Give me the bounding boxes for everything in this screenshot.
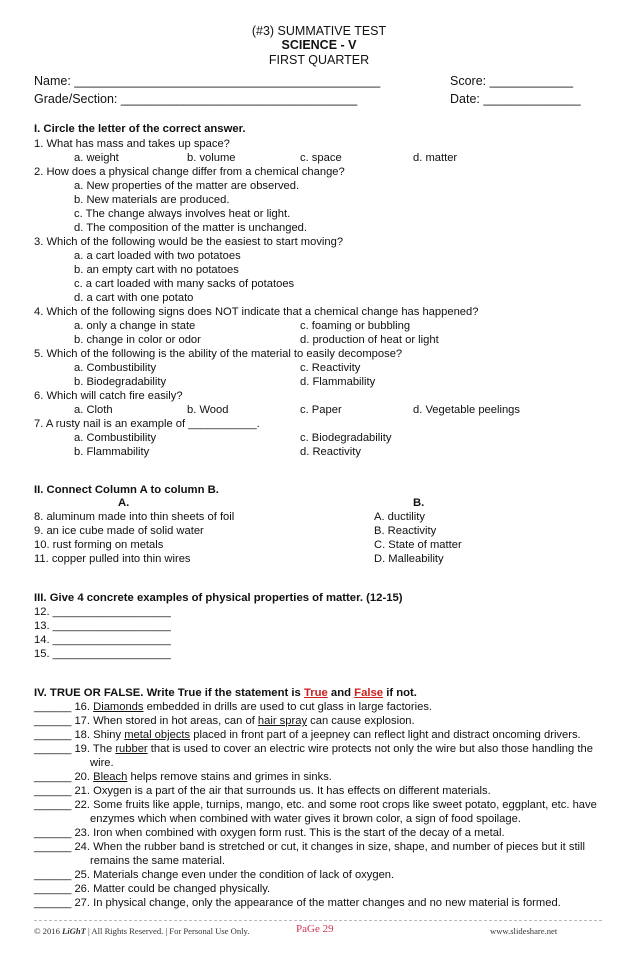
- subject-title: SCIENCE - V: [281, 38, 357, 52]
- footer-site: www.slideshare.net: [490, 926, 558, 936]
- q6-option-a: a. Cloth: [74, 404, 113, 416]
- statement-21: ______ 21. Oxygen is a part of the air that surrounds us. It has effects on different materials.: [34, 785, 491, 797]
- q4-option-b: b. change in color or odor: [74, 334, 201, 346]
- choice-b: B. Reactivity: [374, 525, 437, 537]
- question-1: 1. What has mass and takes up space?: [34, 138, 230, 150]
- answer-line-15: 15. ___________________: [34, 648, 171, 660]
- q3-option-d: d. a cart with one potato: [74, 292, 194, 304]
- answer-line-12: 12. ___________________: [34, 606, 171, 618]
- q5-option-a: a. Combustibility: [74, 362, 157, 374]
- q6-option-b: b. Wood: [187, 404, 229, 416]
- footer-divider: [34, 920, 602, 921]
- q3-option-b: b. an empty cart with no potatoes: [74, 264, 239, 276]
- statement-18: ______ 18. Shiny metal objects placed in front part of a jeepney can reflect light and distract oncoming drivers.: [34, 729, 581, 741]
- question-3: 3. Which of the following would be the easiest to start moving?: [34, 236, 344, 248]
- statement-17: ______ 17. When stored in hot areas, can of hair spray can cause explosion.: [34, 715, 415, 727]
- part1-heading: I. Circle the letter of the correct answer.: [34, 123, 246, 135]
- question-5: 5. Which of the following is the ability of the material to easily decompose?: [34, 348, 403, 360]
- statement-16: ______ 16. Diamonds embedded in drills are used to cut glass in large factories.: [34, 701, 433, 713]
- part4-heading: IV. TRUE OR FALSE. Write True if the statement is True and False if not.: [34, 687, 417, 699]
- q3-option-c: c. a cart loaded with many sacks of potatoes: [74, 278, 295, 290]
- score-field: Score: ____________: [450, 74, 574, 88]
- q4-option-d: d. production of heat or light: [300, 334, 439, 346]
- question-7: 7. A rusty nail is an example of ___________.: [34, 418, 260, 430]
- answer-line-14: 14. ___________________: [34, 634, 171, 646]
- choice-c: C. State of matter: [374, 539, 462, 551]
- q2-option-b: b. New materials are produced.: [74, 194, 230, 206]
- statement-27: ______ 27. In physical change, only the appearance of the matter changes and no new material is formed.: [34, 897, 561, 909]
- q7-option-c: c. Biodegradability: [300, 432, 392, 444]
- answer-line-13: 13. ___________________: [34, 620, 171, 632]
- item-11: 11. copper pulled into thin wires: [34, 553, 191, 565]
- q2-option-a: a. New properties of the matter are observed.: [74, 180, 300, 192]
- false-keyword: False: [354, 687, 384, 699]
- statement-26: ______ 26. Matter could be changed physically.: [34, 883, 271, 895]
- item-8: 8. aluminum made into thin sheets of foil: [34, 511, 235, 523]
- q4-option-c: c. foaming or bubbling: [300, 320, 411, 332]
- q6-option-d: d. Vegetable peelings: [413, 404, 520, 416]
- question-4: 4. Which of the following signs does NOT indicate that a chemical change has happened?: [34, 306, 479, 318]
- q5-option-c: c. Reactivity: [300, 362, 361, 374]
- item-10: 10. rust forming on metals: [34, 539, 164, 551]
- grade-section-field: Grade/Section: __________________________________: [34, 92, 358, 106]
- q5-option-d: d. Flammability: [300, 376, 376, 388]
- question-2: 2. How does a physical change differ from a chemical change?: [34, 166, 345, 178]
- statement-22-cont: enzymes which when combined with water gives it brown color, a sign of food spoilage.: [90, 813, 521, 825]
- test-title: (#3) SUMMATIVE TEST: [251, 24, 387, 38]
- question-6: 6. Which will catch fire easily?: [34, 390, 183, 402]
- q1-option-c: c. space: [300, 152, 342, 164]
- statement-20: ______ 20. Bleach helps remove stains and grimes in sinks.: [34, 771, 332, 783]
- q2-option-c: c. The change always involves heat or light.: [74, 208, 291, 220]
- q3-option-a: a. a cart loaded with two potatoes: [74, 250, 241, 262]
- page-number: PaGe 29: [296, 923, 334, 935]
- column-b-label: B.: [413, 497, 425, 509]
- statement-19: ______ 19. The rubber that is used to cover an electric wire protects not only the wire but also those handling the: [34, 743, 593, 755]
- quarter-title: FIRST QUARTER: [268, 53, 370, 67]
- q2-option-d: d. The composition of the matter is unchanged.: [74, 222, 308, 234]
- q4-option-a: a. only a change in state: [74, 320, 196, 332]
- statement-25: ______ 25. Materials change even under the condition of lack of oxygen.: [34, 869, 395, 881]
- statement-23: ______ 23. Iron when combined with oxygen form rust. This is the start of the decay of a metal.: [34, 827, 505, 839]
- q1-option-b: b. volume: [187, 152, 236, 164]
- q7-option-a: a. Combustibility: [74, 432, 157, 444]
- footer-copyright: © 2016 LiGhT | All Rights Reserved. | For Personal Use Only.: [34, 926, 250, 936]
- q5-option-b: b. Biodegradability: [74, 376, 167, 388]
- true-keyword: True: [303, 687, 328, 699]
- statement-22: ______ 22. Some fruits like apple, turnips, mango, etc. and some root crops like sweet potato, eggplant, etc. have: [34, 799, 597, 811]
- q7-option-b: b. Flammability: [74, 446, 150, 458]
- choice-d: D. Malleability: [374, 553, 444, 565]
- column-a-label: A.: [118, 497, 130, 509]
- part2-heading: II. Connect Column A to column B.: [34, 484, 219, 496]
- statement-24: ______ 24. When the rubber band is stretched or cut, it changes in size, shape, and number of pieces but it still: [34, 841, 586, 853]
- date-field: Date: ______________: [450, 92, 581, 106]
- brand-name: LiGhT: [62, 926, 86, 936]
- q7-option-d: d. Reactivity: [300, 446, 361, 458]
- statement-19-cont: wire.: [90, 757, 114, 769]
- statement-24-cont: remains the same material.: [90, 855, 225, 867]
- name-field: Name: ____________________________________________: [34, 74, 381, 88]
- q6-option-c: c. Paper: [300, 404, 342, 416]
- q1-option-a: a. weight: [74, 152, 119, 164]
- part3-heading: III. Give 4 concrete examples of physical properties of matter. (12-15): [34, 592, 403, 604]
- q1-option-d: d. matter: [413, 152, 458, 164]
- choice-a: A. ductility: [374, 511, 425, 523]
- item-9: 9. an ice cube made of solid water: [34, 525, 204, 537]
